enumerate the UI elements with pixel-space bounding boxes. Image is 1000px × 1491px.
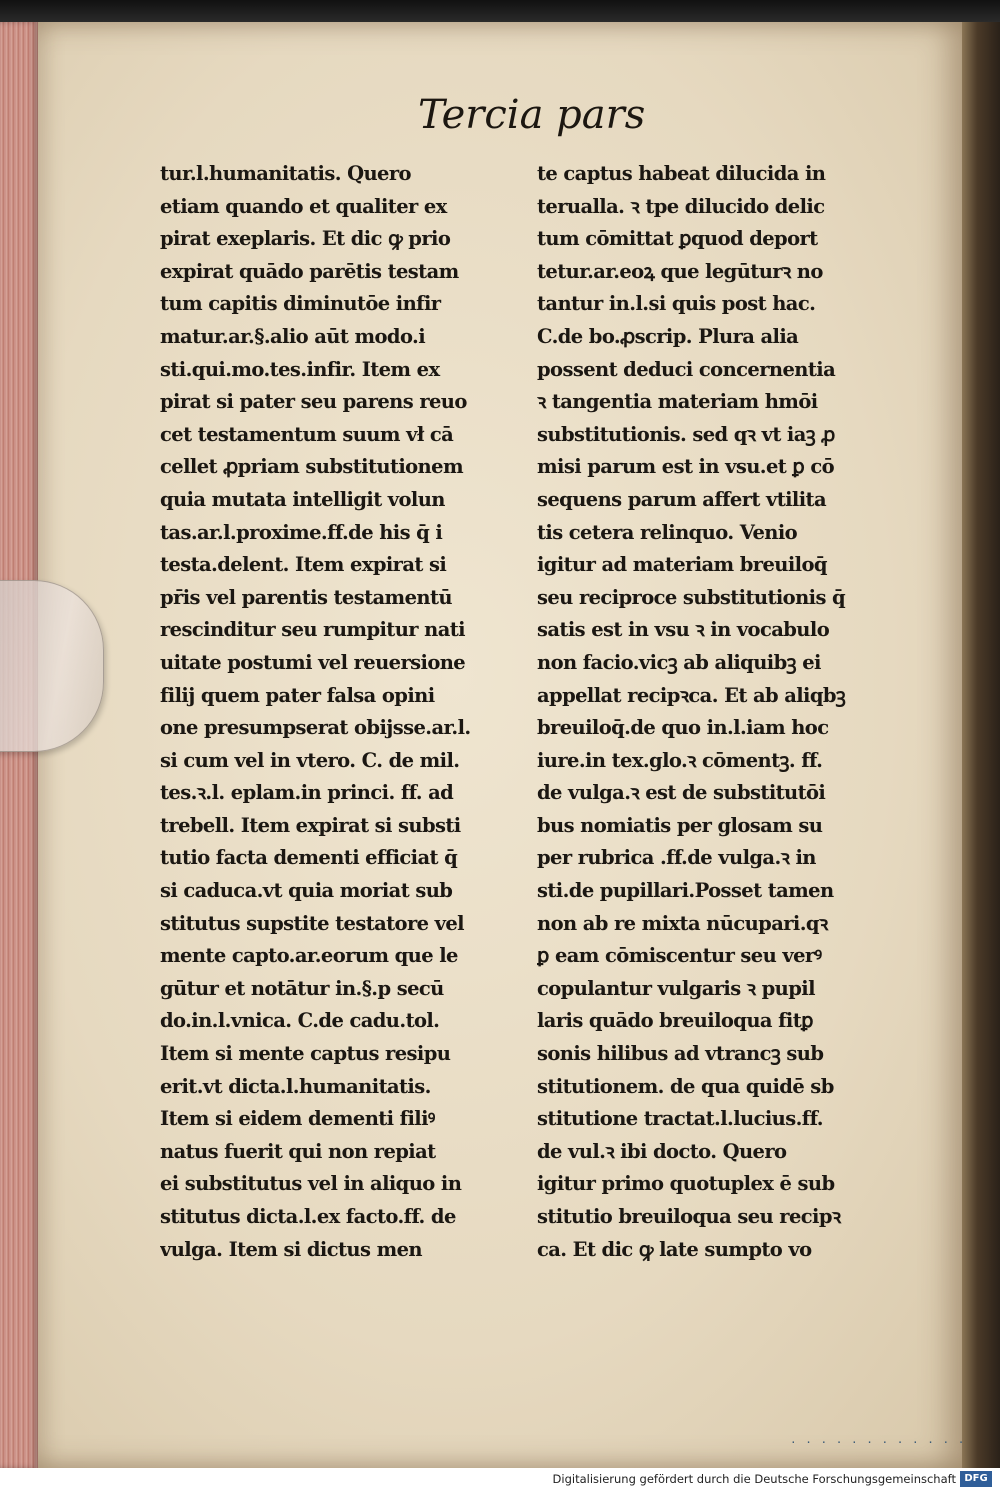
text-line: one presumpserat obijsse.ar.l. (160, 716, 471, 740)
text-line: ꝛ tangentia materiam hmōi (537, 390, 818, 414)
text-line: testa.delent. Item expirat si (160, 553, 447, 577)
text-line: tes.ꝛ.l. eplam.in princi. ff. ad (160, 781, 454, 805)
text-line: stitutione tractat.l.lucius.ff. (537, 1107, 823, 1131)
text-line: rescinditur seu rumpitur nati (160, 618, 465, 642)
text-line: substitutionis. sed qꝛ vt iaꝫ ꝓ (537, 422, 835, 446)
text-line: pirat exeplaris. Et dic ꝙ prio (160, 227, 451, 251)
text-line: C.de bo.ꝓscrip. Plura alia (537, 324, 799, 348)
text-line: matur.ar.§.alio aūt modo.i (160, 324, 426, 348)
right-text-column (537, 158, 882, 1266)
text-line: sequens parum affert vtilita (537, 487, 826, 511)
text-line: seu reciproce substitutionis q̄ (537, 585, 846, 609)
text-line: non ab re mixta nūcupari.qꝛ (537, 911, 828, 935)
text-line: stitutio breuiloqua seu recipꝛ (537, 1205, 841, 1228)
text-line: stitutus dicta.l.ex facto.ff. de (160, 1205, 456, 1228)
text-line: tur.l.humanitatis. Quero (160, 162, 411, 185)
digitization-footer (0, 1468, 1000, 1491)
text-line: quia mutata intelligit volun (160, 487, 445, 511)
text-line: Item si eidem dementi filiꝰ (160, 1107, 435, 1131)
text-line: appellat recipꝛca. Et ab aliqbꝫ (537, 683, 846, 707)
text-line: natus fuerit qui non repiat (160, 1139, 436, 1163)
text-line: tas.ar.l.proxime.ff.de his q̄ i (160, 520, 443, 544)
spine-marks: · · · · · · · · · · · · (790, 1436, 966, 1449)
text-line: filij quem pater falsa opini (160, 683, 435, 707)
text-line: do.in.l.vnica. C.de cadu.tol. (160, 1009, 440, 1033)
text-line: stitutus supstite testatore vel (160, 911, 464, 935)
text-line: stitutionem. de qua quidē sb (537, 1074, 834, 1098)
text-line: expirat quādo parētis testam (160, 259, 459, 283)
text-line: ca. Et dic ꝙ late sumpto vo (537, 1237, 812, 1261)
text-line: possent deduci concernentia (537, 357, 836, 381)
text-line: si cum vel in vtero. C. de mil. (160, 748, 460, 772)
text-line: tum cōmittat ꝑquod deport (537, 227, 818, 251)
text-line: tum capitis diminutōe infir (160, 292, 441, 316)
text-line: erit.vt dicta.l.humanitatis. (160, 1074, 431, 1098)
text-line: tantur in.l.si quis post hac. (537, 292, 816, 316)
text-line: sti.qui.mo.tes.infir. Item ex (160, 357, 440, 381)
dfg-logo: DFG (960, 1471, 992, 1487)
text-line: mente capto.ar.eorum que le (160, 944, 458, 968)
text-line: si caduca.vt quia moriat sub (160, 879, 453, 903)
text-line: etiam quando et qualiter ex (160, 194, 447, 218)
text-line: de vulga.ꝛ est de substitutōi (537, 781, 826, 805)
text-line: gūtur et notātur in.§.p secū (160, 976, 444, 1000)
text-line: satis est in vsu ꝛ in vocabulo (537, 618, 830, 642)
text-line: trebell. Item expirat si substi (160, 813, 461, 837)
text-line: vulga. Item si dictus men (160, 1237, 422, 1261)
text-line: igitur primo quotuplex ē sub (537, 1172, 835, 1196)
text-line: bus nomiatis per glosam su (537, 813, 823, 837)
text-line: non facio.vicꝫ ab aliquibꝫ ei (537, 650, 821, 674)
text-line: misi parum est in vsu.et ꝑ cō (537, 455, 835, 479)
text-line: Item si mente captus resipu (160, 1042, 451, 1066)
text-line: de vul.ꝛ ibi docto. Quero (537, 1139, 787, 1163)
book-cover-right (962, 22, 1000, 1468)
text-line: ꝑ eam cōmiscentur seu verꝰ (537, 944, 822, 968)
footer-credit: Digitalisierung gefördert durch die Deutsche Forschungsgemeinschaft (552, 1472, 956, 1486)
text-line: igitur ad materiam breuiloq̄ (537, 553, 827, 577)
text-line: sti.de pupillari.Posset tamen (537, 879, 834, 903)
text-line: pirat si pater seu parens reuo (160, 390, 467, 414)
text-line: breuiloq̄.de quo in.l.iam hoc (537, 716, 829, 740)
text-line: pr̄is vel parentis testamentū (160, 585, 452, 609)
text-line: sonis hilibus ad vtrancꝫ sub (537, 1042, 824, 1066)
text-line: per rubrica .ff.de vulga.ꝛ in (537, 846, 816, 870)
text-line: tutio facta dementi efficiat q̄ (160, 846, 458, 870)
text-line: ei substitutus vel in aliquo in (160, 1172, 462, 1196)
text-line: cet testamentum suum vł cā (160, 422, 454, 446)
text-line: laris quādo breuiloqua fitꝑ (537, 1009, 813, 1033)
left-text-column (160, 158, 520, 1266)
text-line: teruallа. ꝛ tpe dilucido delic (537, 194, 825, 218)
text-line: te captus habeat dilucida in (537, 162, 826, 185)
text-line: tetur.ar.eoꝝ que legūturꝛ no (537, 259, 823, 283)
text-line: iure.in tex.glo.ꝛ cōmentꝫ. ff. (537, 748, 823, 772)
text-line: copulantur vulgaris ꝛ pupil (537, 976, 815, 1000)
scan-background-top (0, 0, 1000, 22)
running-head: Tercia pars (418, 92, 646, 138)
text-line: tis cetera relinquo. Venio (537, 520, 798, 544)
text-line: uitate postumi vel reuersione (160, 650, 466, 674)
text-line: cellet ꝓpriam substitutionem (160, 455, 463, 479)
